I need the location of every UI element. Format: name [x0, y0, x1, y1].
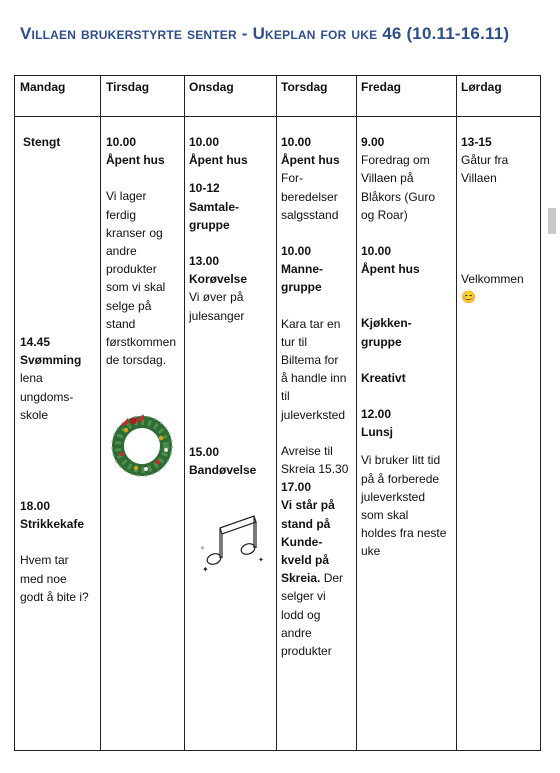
lordag-events — [461, 133, 539, 306]
event-title: gruppe — [189, 217, 230, 232]
event-text: førstkommen — [106, 335, 177, 350]
event-title: Svømming — [20, 353, 82, 368]
event-time: 15.00 — [189, 445, 220, 459]
mandag-event-knitting — [20, 497, 98, 606]
event-text: og Roar) — [361, 207, 408, 222]
event-text: ungdoms- — [20, 389, 74, 404]
event-title: Åpent hus — [189, 153, 248, 168]
event-time: 10.00 — [189, 135, 220, 149]
event-title: Korøvelse — [189, 272, 248, 287]
header-tirsdag: Tirsdag — [106, 80, 150, 94]
event-time: 13-15 — [461, 135, 492, 149]
event-text: Vi bruker litt tid — [361, 453, 441, 468]
event-text: andre — [106, 244, 137, 259]
event-time: 10.00 — [281, 244, 312, 259]
event-text: godt å bite i? — [20, 589, 89, 604]
svg-text:✦: ✦ — [202, 565, 209, 574]
event-time: 10-12 — [189, 181, 220, 196]
event-text: stand — [106, 316, 136, 331]
event-title: Åpent hus — [281, 153, 340, 168]
event-text: produkter — [106, 262, 157, 277]
event-title: Åpent hus — [106, 153, 165, 168]
event-title: Kjøkken- — [361, 316, 412, 331]
tirsdag-event — [106, 133, 184, 369]
event-title: Samtale- — [189, 199, 240, 214]
event-title: Bandøvelse — [189, 463, 257, 478]
document-title: Villaen brukerstyrte senter - Ukeplan for uke 46 (10.11-16.11) — [20, 24, 510, 43]
header-torsdag: Torsdag — [281, 80, 328, 94]
event-text: Hvem tar — [20, 553, 69, 568]
event-text: andre — [281, 625, 312, 640]
event-text: Der — [320, 571, 344, 586]
event-text: lena — [20, 371, 43, 386]
onsdag-event-band — [189, 443, 275, 479]
fredag-events — [361, 133, 455, 561]
event-text: beredelser — [281, 189, 338, 204]
event-text: med noe — [20, 571, 67, 586]
torsdag-events — [281, 133, 357, 660]
event-time: 9.00 — [361, 135, 385, 149]
svg-text:✧: ✧ — [200, 545, 206, 552]
event-title: kveld på — [281, 553, 330, 568]
event-text: holdes fra neste — [361, 526, 447, 541]
event-text: skole — [20, 407, 49, 422]
table-border — [100, 75, 101, 751]
event-text: Biltema for — [281, 353, 339, 368]
event-title: Kreativt — [361, 370, 406, 385]
event-text: julesanger — [189, 308, 245, 323]
event-title: Vi står på — [281, 498, 335, 513]
table-border — [14, 75, 15, 751]
event-text: selger vi — [281, 589, 326, 604]
event-text: Villaen på — [361, 171, 414, 186]
event-title: gruppe — [361, 334, 402, 349]
event-text: Villaen — [461, 171, 497, 186]
event-time: 17.00 — [281, 480, 312, 495]
event-text: uke — [361, 544, 381, 559]
event-text: ferdig — [106, 207, 137, 222]
svg-text:✦: ✦ — [258, 556, 264, 564]
event-title: Manne- — [281, 262, 323, 277]
event-time: 12.00 — [361, 407, 392, 422]
event-text: Vi lager — [106, 189, 147, 204]
event-title: Lunsj — [361, 425, 393, 440]
table-border — [14, 116, 541, 117]
event-text: Gåtur fra — [461, 153, 509, 168]
event-title: Åpent hus — [361, 262, 420, 277]
event-text: produkter — [281, 644, 332, 659]
table-border — [540, 75, 541, 751]
header-mandag: Mandag — [20, 80, 66, 94]
event-text: salgsstand — [281, 207, 339, 222]
event-text: Avreise til — [281, 443, 333, 458]
event-title: gruppe — [281, 280, 322, 295]
header-lordag: Lørdag — [461, 80, 502, 94]
event-text: lodd og — [281, 607, 321, 622]
event-text: til — [281, 389, 290, 404]
event-time: 14.45 — [20, 335, 51, 349]
event-title: Skreia. — [281, 571, 321, 586]
table-border — [276, 75, 277, 751]
event-text: de torsdag. — [106, 353, 167, 368]
event-text: å handle inn — [281, 371, 347, 386]
event-text: juleverksted — [281, 407, 346, 422]
event-text-mixed — [281, 569, 357, 587]
event-title: Kunde- — [281, 534, 323, 549]
header-fredag: Fredag — [361, 80, 402, 94]
table-border — [14, 750, 541, 751]
smiley-icon: 😊 — [461, 289, 476, 304]
event-time: 10.00 — [106, 135, 137, 149]
event-text: selge på — [106, 298, 152, 313]
event-text: på å forberede — [361, 471, 440, 486]
event-text: Blåkors (Guro — [361, 189, 436, 204]
event-text: Kara tar en — [281, 316, 341, 331]
event-text: Foredrag om — [361, 153, 430, 168]
mandag-closed: Stengt — [23, 135, 61, 149]
event-time: 18.00 — [20, 499, 51, 513]
event-time: 10.00 — [281, 135, 312, 149]
mandag-event-swimming — [20, 333, 98, 424]
music-notes-icon — [198, 510, 264, 574]
event-title: Strikkekafe — [20, 517, 85, 532]
welcome-text: Velkommen — [461, 271, 524, 286]
event-text: kranser og — [106, 225, 163, 240]
event-text: Vi øver på — [189, 290, 244, 305]
event-time: 13.00 — [189, 254, 220, 269]
event-text: For- — [281, 171, 303, 186]
table-border — [184, 75, 185, 751]
event-time: 10.00 — [361, 244, 392, 259]
event-text: som skal — [361, 508, 409, 523]
event-text: tur til — [281, 334, 308, 349]
scrollbar-thumb[interactable] — [548, 208, 556, 234]
event-title: stand på — [281, 516, 331, 531]
event-text: juleverksted — [361, 489, 426, 504]
christmas-wreath-icon — [106, 408, 178, 480]
table-border — [14, 75, 541, 76]
header-onsdag: Onsdag — [189, 80, 234, 94]
event-text: Skreia 15.30 — [281, 462, 349, 477]
table-border — [456, 75, 457, 751]
onsdag-events — [189, 133, 275, 325]
event-text: som vi skal — [106, 280, 166, 295]
